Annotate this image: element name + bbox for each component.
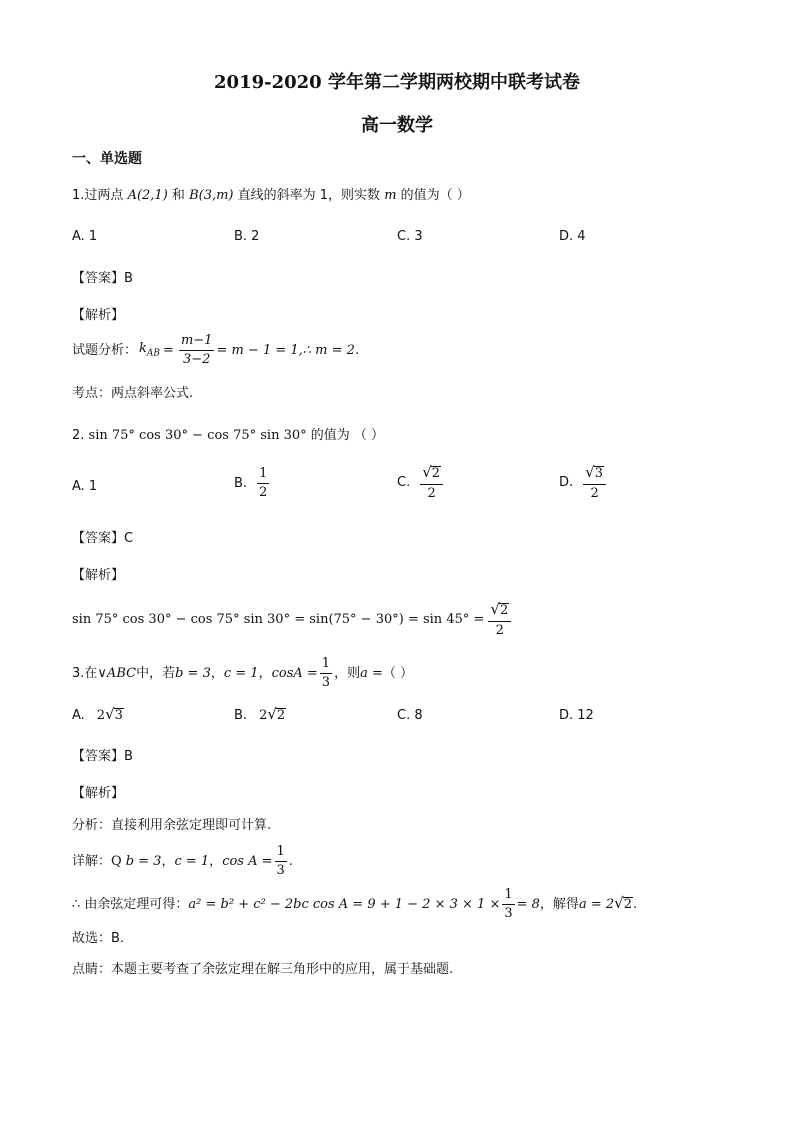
q2-analysis-formula: sin 75° cos 30° − cos 75° sin 30° = sin(75° − 30°) = sin 45° = √ 2 2 xyxy=(72,602,513,638)
q3-answer xyxy=(72,750,133,763)
triangle-symbol: ∨ABC xyxy=(97,665,137,681)
analysis-rest: = m − 1 = 1,∴ m = 2 xyxy=(216,342,355,358)
q1-point-a: A(2,1) xyxy=(127,188,168,203)
answer-value: B xyxy=(124,749,133,764)
q1-analysis-formula: 试题分析： $k_{AB}$ = $\frac{m-1}{3-2}$ = m − 1 = 1,∴ m = 2 . xyxy=(72,333,360,367)
document-title: 2019-2020 学年第二学期两校期中联考试卷 xyxy=(214,72,580,93)
q3-fenxi: 分析：直接利用余弦定理即可计算. xyxy=(72,818,272,833)
section-heading: 一、单选题 xyxy=(72,151,142,167)
q1-option-a: A. 1 xyxy=(72,229,98,244)
q2-analysis-label: 【解析】 xyxy=(72,568,125,583)
question-3-stem: 3. 在 ∨ABC 中，若 b = 3 ， c = 1 ， cosA = $\frac{1}{3}$ ，则 a = （ ） xyxy=(72,656,414,690)
q2-option-b: B. $\frac{1}{2}$ xyxy=(234,466,268,500)
q3-cosine-law: ∴ 由余弦定理可得： a² = b² + c² − 2bc cos A = 9 + 1 − 2 × 3 × 1 × $\frac{1}{3}$ = 8 ，解得 a = 2 √ 2 . xyxy=(72,887,638,921)
document-subtitle: 高一数学 xyxy=(361,115,433,136)
q1-var-m: m xyxy=(384,188,397,203)
q3-analysis-label: 【解析】 xyxy=(72,786,125,801)
q2-text-tail: 的值为 （ ） xyxy=(310,428,385,443)
q1-text-c: 直线的斜率为 1，则实数 xyxy=(237,188,381,203)
q1-option-b: B. 2 xyxy=(234,229,260,244)
q1-text-d: 的值为（ ） xyxy=(400,188,470,203)
answer-label: 【答案】 xyxy=(72,531,125,546)
q3-xiangjie: 详解： Q b = 3 ， c = 1 ， cos A = $\frac{1}{3}$ . xyxy=(72,844,293,878)
q1-option-d: D. 4 xyxy=(559,229,586,244)
q1-text-b: 和 xyxy=(171,188,185,203)
q2-expression: sin 75° cos 30° − cos 75° sin 30° xyxy=(88,428,307,443)
q2-option-c: C. √ 2 2 xyxy=(397,465,445,501)
slope-symbol: $k_{AB}$ xyxy=(139,340,161,359)
q3-dianjing: 点睛：本题主要考查了余弦定理在解三角形中的应用，属于基础题. xyxy=(72,962,454,977)
answer-label: 【答案】 xyxy=(72,271,125,286)
q2-option-a: A. 1 xyxy=(72,479,98,494)
q1-text-a: 过两点 xyxy=(84,188,124,203)
q3-option-c: C. 8 xyxy=(397,708,423,723)
q3-option-a: A. 2 √ 3 xyxy=(72,705,123,723)
question-number: 1. xyxy=(72,188,85,203)
answer-label: 【答案】 xyxy=(72,749,125,764)
analysis-prefix: 试题分析： xyxy=(72,342,138,358)
q2-answer xyxy=(72,532,133,545)
q3-option-d: D. 12 xyxy=(559,708,594,723)
q3-option-b: B. 2 √ 2 xyxy=(234,705,286,723)
q1-answer xyxy=(72,272,133,285)
q3-guxuan: 故选：B. xyxy=(72,931,125,946)
q1-option-c: C. 3 xyxy=(397,229,423,244)
q1-analysis-label: 【解析】 xyxy=(72,308,125,323)
q1-kaodian: 考点：两点斜率公式. xyxy=(72,386,194,401)
q2-option-d: D. √ 3 2 xyxy=(559,465,608,501)
q1-point-b: B(3,m) xyxy=(189,188,234,203)
answer-value: C xyxy=(124,531,134,546)
slope-fraction: $\frac{m-1}{3-2}$ xyxy=(180,333,213,367)
answer-value: B xyxy=(124,271,133,286)
question-1-stem xyxy=(72,189,470,202)
question-number: 2. xyxy=(72,428,85,443)
question-2-stem xyxy=(72,429,384,442)
